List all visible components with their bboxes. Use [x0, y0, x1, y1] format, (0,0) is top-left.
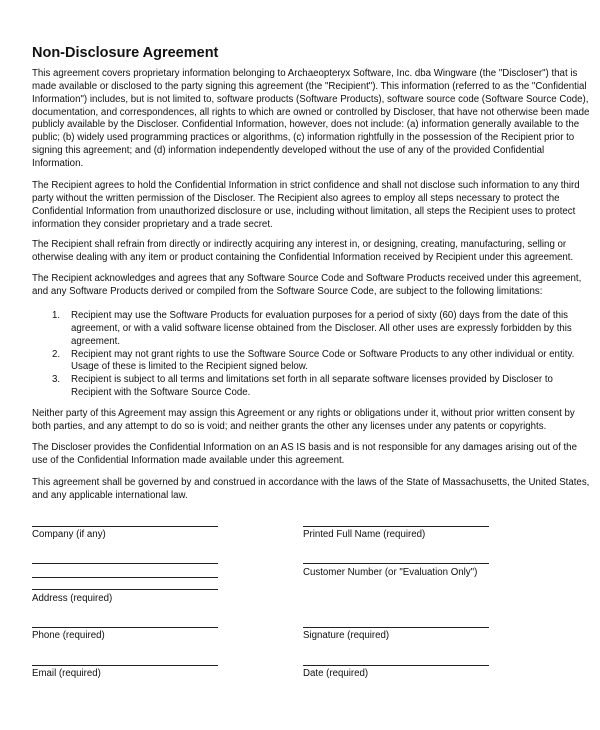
text-line: agreement. [71, 335, 121, 347]
text-line: The Discloser provides the Confidential Information on an AS IS basis and is not responsible for any damages arising out of the [32, 442, 577, 453]
document-title: Non-Disclosure Agreement [32, 45, 219, 61]
text-line: public; (b) widely used programming practices or algorithms, (c) information rightfully in the possession of the Recipient prior to [32, 132, 575, 144]
text-line: This agreement covers proprietary information belonging to Archaeopteryx Software, Inc. dba Wingware (the "Discloser") that is [32, 68, 578, 79]
text-line: Confidential Information from unauthorized disclosure or use, including without limitation, all steps the Recipient uses to protect [32, 205, 576, 217]
text-line: Recipient is subject to all terms and limitations set forth in all separate software licenses provided by Discloser to [71, 374, 553, 386]
list-item [52, 349, 574, 375]
text-line: signing this agreement; and (d) information independently developed without the use of any of the provided Confidential [32, 145, 545, 157]
text-line: This agreement shall be governed by and construed in accordance with the laws of the State of Massachusetts, the United States, [32, 477, 590, 488]
list-item [52, 310, 574, 349]
customer-number-label: Customer Number (or "Evaluation Only") [303, 567, 478, 578]
paragraph-governing-law [32, 477, 589, 503]
text-line: made available or disclosed to the party signing this agreement (the "Recipient"). This information (referred to as the "Confidential [32, 80, 587, 92]
date-field-line[interactable] [303, 665, 489, 666]
text-line: The Recipient acknowledges and agrees that any Software Source Code and Software Products received under this agreement, [32, 273, 582, 284]
address-label: Address (required) [32, 593, 113, 604]
list-number: 1. [52, 310, 61, 321]
address-field-line-3[interactable] [32, 589, 218, 590]
signature-label: Signature (required) [303, 630, 390, 641]
text-line: Information") includes, but is not limited to, software products (Software Products), software source code (Software Source Code), [32, 93, 589, 105]
text-line: publicly available by the Discloser. Confidential Information, however, does not include: (a) information generally available to the [32, 119, 580, 131]
text-line: The Recipient shall refrain from directly or indirectly acquiring any interest in, or designing, creating, manufacturing, selling or [32, 239, 567, 250]
text-line: Recipient may use the Software Products for evaluation purposes for a period of sixty (60) days from the date of this [71, 310, 569, 321]
list-number: 2. [52, 348, 61, 360]
paragraph-as-is [32, 442, 577, 468]
customer-number-field-line[interactable] [303, 563, 489, 564]
text-line: The Recipient agrees to hold the Confidential Information in strict confidence and shall not disclose such information to any third [32, 180, 580, 191]
text-line: agreement, or with a valid software license obtained from the Discloser. All other uses are expressly forbidden by this [71, 322, 572, 334]
text-line: documentation, and correspondences, all rights to which are owned or controlled by Discloser, that have not otherwise been made [32, 106, 590, 118]
list-number: 3. [52, 374, 61, 386]
text-line: both parties, and any attempt to do so is void; and neither grants the other any licenses under any patents or copyrights. [32, 420, 547, 432]
paragraph-assignment [32, 408, 575, 434]
text-line: and any applicable international law. [32, 489, 188, 501]
text-line: Information. [32, 157, 84, 169]
text-line: Recipient with the Software Source Code. [71, 387, 251, 399]
company-field-line[interactable] [32, 526, 218, 527]
phone-label: Phone (required) [32, 630, 105, 641]
date-label: Date (required) [303, 668, 369, 679]
text-line: and any Software Products derived or compiled from the Software Source Code, are subject to the following limitations: [32, 285, 543, 297]
paragraph-refrain [32, 239, 573, 265]
text-line: Neither party of this Agreement may assign this Agreement or any rights or obligations under it, without prior written consent by [32, 408, 575, 419]
list-item [52, 374, 574, 400]
phone-field-line[interactable] [32, 627, 218, 628]
company-label: Company (if any) [32, 529, 106, 540]
address-field-line-1[interactable] [32, 563, 218, 564]
address-field-line-2[interactable] [32, 577, 218, 578]
printed-name-label: Printed Full Name (required) [303, 529, 426, 540]
printed-name-field-line[interactable] [303, 526, 489, 527]
text-line: otherwise dealing with any item or product containing the Confidential Information received by Recipient under this agreement. [32, 251, 574, 263]
email-field-line[interactable] [32, 665, 218, 666]
text-line: Usage of these is limited to the Recipient signed below. [71, 361, 308, 373]
text-line: Recipient may not grant rights to use the Software Source Code or Software Products to any other individual or entity. [71, 348, 575, 360]
limitations-list [52, 310, 574, 400]
paragraph-confidentiality [32, 180, 580, 231]
paragraph-scope [32, 68, 589, 171]
paragraph-acknowledgement [32, 273, 581, 299]
email-label: Email (required) [32, 668, 101, 679]
text-line: party without the written permission of the Discloser. The Recipient also agrees to employ all steps necessary to protect the [32, 192, 560, 204]
signature-field-line[interactable] [303, 627, 489, 628]
text-line: information they consider proprietary and a trade secret. [32, 218, 273, 230]
text-line: use of the Confidential Information made available under this agreement. [32, 454, 345, 466]
